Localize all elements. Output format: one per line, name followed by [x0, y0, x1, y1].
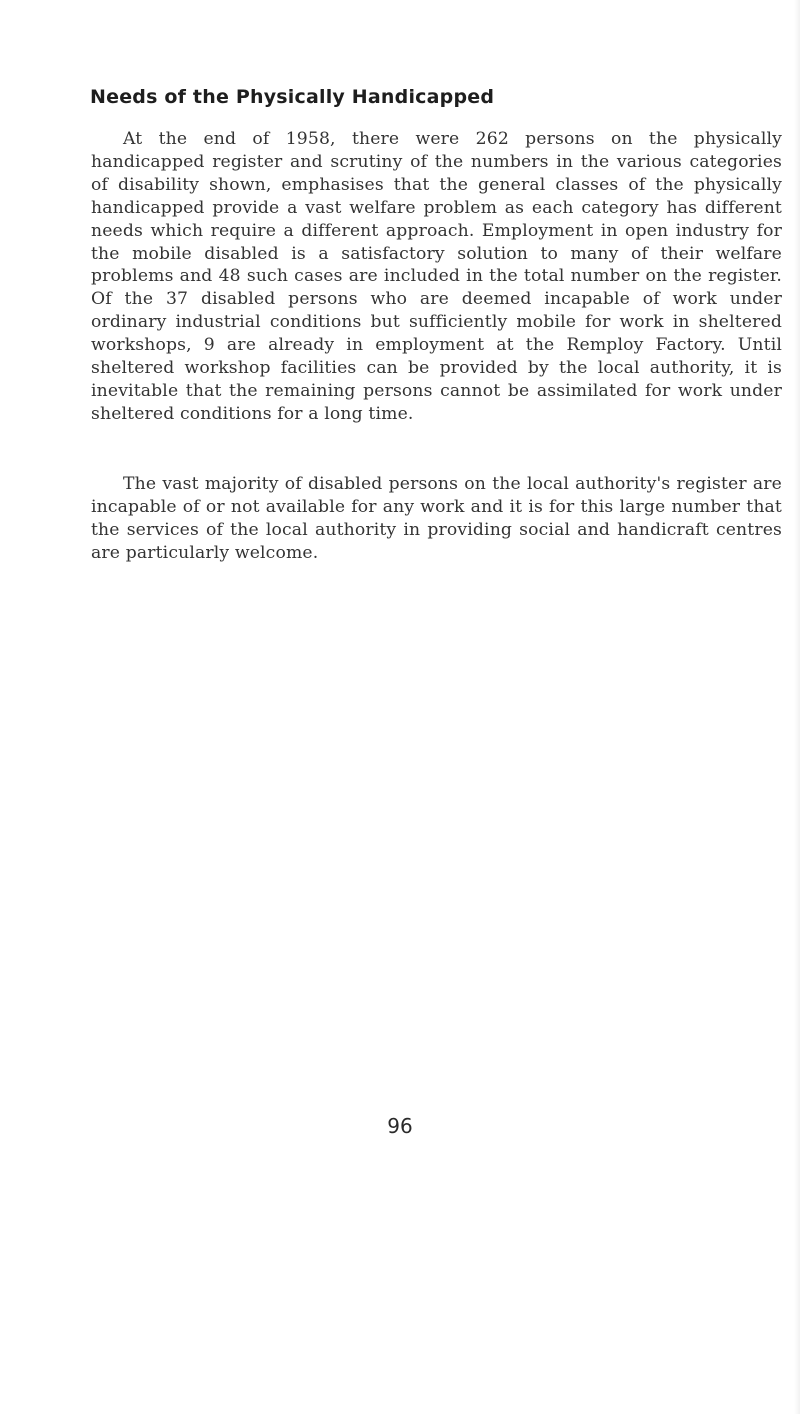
page-number: 96 [387, 1114, 413, 1138]
paragraph-2: The vast majority of disabled persons on the local authority's register are incapable of or not available for any work and it is for this large number that the services of the local authority in providing social and handicraft centres are particularly welcome. [91, 474, 782, 563]
page-edge-shadow [794, 0, 800, 1414]
paragraph-1: At the end of 1958, there were 262 persons on the physically handicapped register and scrutiny of the numbers in the various categories of disability shown, emphasises that the general classes of the physically handicapped provide a vast welfare problem as each category has different needs which require a different approach. Employment in open industry for the mobile disabled is a satisfactory solution to many of their welfare problems and 48 such cases are included in the total number on the register. Of the 37 disabled persons who are deemed incapable of work under ordinary industrial conditions but sufficiently mobile for work in sheltered workshops, 9 are already in employment at the Remploy Factory. Until sheltered workshop facilities can be provided by the local authority, it is inevitable that the remaining persons cannot be assimilated for work under sheltered conditions for a long time. [91, 129, 782, 424]
section-heading: Needs of the Physically Handicapped [90, 86, 495, 108]
